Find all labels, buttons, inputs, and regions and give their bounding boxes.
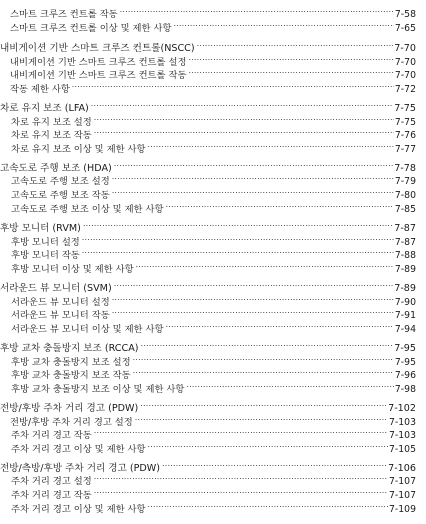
toc-page-number: 7-91	[394, 310, 416, 321]
dot-leader	[82, 244, 394, 258]
toc-entry-title: 후방 모니터 설정	[11, 237, 80, 248]
toc-page-number: 7-77	[394, 144, 416, 155]
toc-page-number: 7-65	[394, 23, 416, 34]
toc-subsection-row[interactable]	[11, 258, 416, 275]
toc-page-number: 7-109	[388, 504, 416, 515]
dot-leader	[91, 97, 393, 111]
dot-leader	[147, 498, 388, 512]
toc-page-number: 7-58	[394, 9, 416, 20]
dot-leader	[114, 157, 393, 171]
toc-entry-title: 서라운드 뷰 모니터 작동	[11, 310, 110, 321]
toc-entry-title: 차로 유지 보조 (LFA)	[0, 103, 89, 114]
toc-entry-title: 전방/측방/후방 주차 거리 경고 (PDW)	[0, 463, 161, 474]
toc-subsection-row[interactable]	[10, 17, 416, 34]
toc-subsection-row[interactable]	[11, 484, 416, 501]
toc-entry-title: 내비게이션 기반 스마트 크루즈 컨트롤 설정	[10, 57, 187, 68]
dot-leader	[133, 364, 394, 378]
toc-subsection-row[interactable]	[11, 184, 416, 201]
toc-section-row[interactable]	[0, 277, 416, 294]
toc-page-number: 7-106	[388, 463, 416, 474]
toc-entry-title: 차로 유지 보조 설정	[11, 117, 92, 128]
toc-page-number: 7-90	[394, 297, 416, 308]
dot-leader	[112, 304, 394, 318]
toc-entry-title: 후방 교차 충돌방지 보조 작동	[11, 370, 131, 381]
toc-entry-title: 내비게이션 기반 스마트 크루즈 컨트롤 작동	[10, 70, 187, 81]
toc-subsection-row[interactable]	[11, 170, 416, 187]
toc-page-number: 7-89	[394, 283, 416, 294]
toc-page-number: 7-107	[388, 490, 416, 501]
toc-section-row[interactable]	[0, 457, 416, 474]
toc-entry-title: 고속도로 주행 보조 (HDA)	[0, 163, 112, 174]
toc-entry-title: 후방 모니터 작동	[11, 250, 80, 261]
toc-section-row[interactable]	[0, 397, 416, 414]
toc-subsection-row[interactable]	[11, 304, 416, 321]
dot-leader	[72, 78, 394, 92]
toc-entry-title: 주차 거리 경고 작동	[11, 490, 92, 501]
toc-page-number: 7-75	[394, 117, 416, 128]
toc-entry-title: 차로 유지 보조 이상 및 제한 사항	[11, 144, 146, 155]
toc-page-number: 7-87	[394, 237, 416, 248]
toc-subsection-row[interactable]	[11, 138, 416, 155]
toc-page-number: 7-80	[394, 190, 416, 201]
dot-leader	[197, 37, 394, 51]
dot-leader	[133, 351, 394, 365]
toc-page-number: 7-79	[394, 176, 416, 187]
toc-entry-title: 스마트 크루즈 컨트롤 작동	[10, 9, 118, 20]
dot-leader	[165, 318, 393, 332]
dot-leader	[94, 484, 388, 498]
toc-page-number: 7-103	[388, 417, 416, 428]
dot-leader	[83, 217, 393, 231]
toc-subsection-row[interactable]	[11, 438, 416, 455]
toc-entry-title: 후방 교차 충돌방지 보조 (RCCA)	[0, 343, 139, 354]
toc-page-number: 7-107	[388, 476, 416, 487]
toc-section-row[interactable]	[0, 217, 416, 234]
toc-subsection-row[interactable]	[11, 198, 416, 215]
toc-section-row[interactable]	[0, 157, 416, 174]
toc-page-number: 7-87	[394, 223, 416, 234]
toc-page-number: 7-72	[394, 84, 416, 95]
toc-page-number: 7-95	[394, 343, 416, 354]
dot-leader	[135, 411, 388, 425]
toc-entry-title: 전방/후방 주차 거리 경고 (PDW)	[0, 403, 139, 414]
toc-page-number: 7-85	[394, 204, 416, 215]
toc-subsection-row[interactable]	[11, 318, 416, 335]
dot-leader	[112, 170, 394, 184]
toc-subsection-row[interactable]	[11, 244, 416, 261]
toc-subsection-row[interactable]	[10, 64, 416, 81]
toc-subsection-row[interactable]	[11, 231, 416, 248]
toc-page-number: 7-70	[394, 43, 416, 54]
toc-entry-title: 주차 거리 경고 이상 및 제한 사항	[11, 444, 146, 455]
toc-subsection-row[interactable]	[11, 470, 416, 487]
toc-entry-title: 고속도로 주행 보조 설정	[11, 176, 110, 187]
toc-page-number: 7-89	[394, 264, 416, 275]
toc-page-number: 7-88	[394, 250, 416, 261]
toc-subsection-row[interactable]	[11, 364, 416, 381]
toc-subsection-row[interactable]	[11, 124, 416, 141]
toc-subsection-row[interactable]	[10, 411, 416, 428]
dot-leader	[112, 184, 394, 198]
toc-page-number: 7-96	[394, 370, 416, 381]
dot-leader	[147, 138, 393, 152]
dot-leader	[140, 397, 387, 411]
dot-leader	[141, 337, 394, 351]
dot-leader	[94, 470, 388, 484]
dot-leader	[188, 51, 393, 65]
toc-section-row[interactable]	[0, 37, 416, 54]
dot-leader	[186, 378, 394, 392]
toc-entry-title: 후방 모니터 이상 및 제한 사항	[11, 264, 134, 275]
dot-leader	[94, 124, 394, 138]
toc-page-number: 7-70	[394, 70, 416, 81]
dot-leader	[162, 457, 387, 471]
toc-entry-title: 서라운드 뷰 모니터 (SVM)	[0, 283, 112, 294]
toc-entry-title: 후방 교차 충돌방지 보조 설정	[11, 357, 131, 368]
toc-page-number: 7-75	[394, 103, 416, 114]
toc-page-number: 7-78	[394, 163, 416, 174]
toc-subsection-row[interactable]	[11, 424, 416, 441]
toc-entry-title: 후방 교차 충돌방지 보조 이상 및 제한 사항	[11, 384, 185, 395]
toc-page-number: 7-94	[394, 324, 416, 335]
dot-leader	[94, 424, 388, 438]
dot-leader	[94, 111, 394, 125]
dot-leader	[136, 258, 394, 272]
toc-entry-title: 차로 유지 보조 작동	[11, 130, 92, 141]
toc-subsection-row[interactable]	[11, 291, 416, 308]
toc-page-number: 7-98	[394, 384, 416, 395]
toc-subsection-row[interactable]	[11, 351, 416, 368]
toc-page-number: 7-103	[388, 430, 416, 441]
toc-subsection-row[interactable]	[10, 51, 416, 68]
toc-subsection-row[interactable]	[10, 3, 416, 20]
dot-leader	[147, 438, 388, 452]
toc-page-number: 7-105	[388, 444, 416, 455]
dot-leader	[82, 231, 394, 245]
dot-leader	[112, 291, 394, 305]
toc-entry-title: 주차 거리 경고 설정	[11, 476, 92, 487]
dot-leader	[114, 277, 394, 291]
toc-entry-title: 고속도로 주행 보조 이상 및 제한 사항	[11, 204, 164, 215]
toc-entry-title: 고속도로 주행 보조 작동	[11, 190, 110, 201]
toc-page-number: 7-70	[394, 57, 416, 68]
toc-entry-title: 주차 거리 경고 이상 및 제한 사항	[11, 504, 146, 515]
toc-entry-title: 전방/후방 주차 거리 경고 설정	[10, 417, 133, 428]
toc-page-number: 7-95	[394, 357, 416, 368]
dot-leader	[188, 64, 393, 78]
toc-entry-title: 서라운드 뷰 모니터 이상 및 제한 사항	[11, 324, 164, 335]
toc-entry-title: 주차 거리 경고 작동	[11, 430, 92, 441]
toc-subsection-row[interactable]	[11, 111, 416, 128]
toc-entry-title: 작동 제한 사항	[10, 84, 70, 95]
toc-page-number: 7-76	[394, 130, 416, 141]
toc-subsection-row[interactable]	[11, 498, 416, 515]
toc-section-row[interactable]	[0, 97, 416, 114]
toc-subsection-row[interactable]	[10, 78, 416, 95]
toc-entry-title: 후방 모니터 (RVM)	[0, 223, 81, 234]
toc-subsection-row[interactable]	[11, 378, 416, 395]
dot-leader	[173, 17, 393, 31]
toc-entry-title: 내비게이션 기반 스마트 크루즈 컨트롤(NSCC)	[0, 43, 195, 54]
toc-page-number: 7-102	[388, 403, 416, 414]
toc-entry-title: 서라운드 뷰 모니터 설정	[11, 297, 110, 308]
dot-leader	[120, 3, 394, 17]
dot-leader	[165, 198, 393, 212]
toc-section-row[interactable]	[0, 337, 416, 354]
toc-entry-title: 스마트 크루즈 컨트롤 이상 및 제한 사항	[10, 23, 172, 34]
